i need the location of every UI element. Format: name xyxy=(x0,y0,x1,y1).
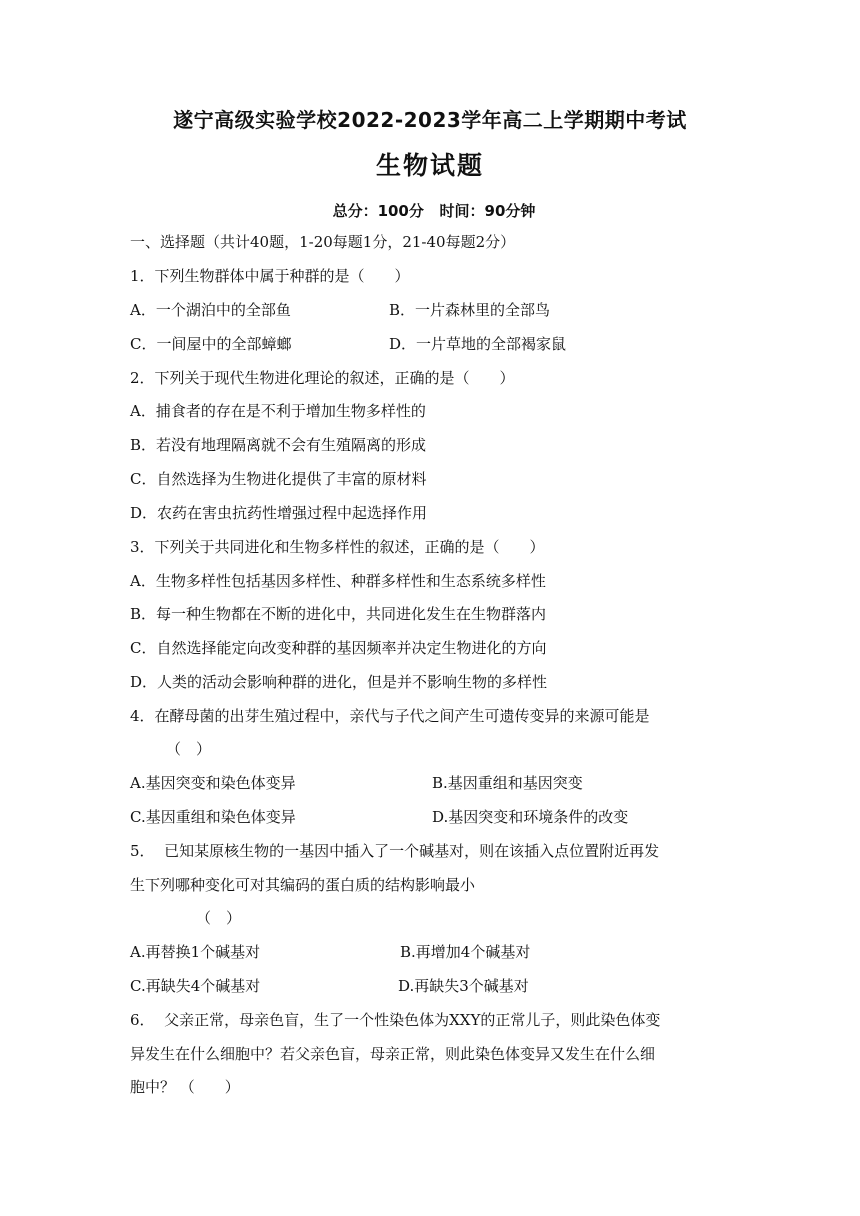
question-2-option-b: B．若没有地理隔离就不会有生殖隔离的形成 xyxy=(130,436,427,454)
question-5-option-a: A.再替换1个碱基对 xyxy=(130,943,261,961)
question-6-stem-cont: 异发生在什么细胞中？若父亲色盲，母亲正常，则此染色体变异又发生在什么细 xyxy=(130,1045,656,1063)
question-4-option-a: A.基因突变和染色体变异 xyxy=(130,774,296,792)
question-5-paren: （ ） xyxy=(196,909,242,927)
section-heading: 一、选择题（共计40题，1-20每题1分，21-40每题2分） xyxy=(130,233,516,251)
question-1-option-d: D．一片草地的全部褐家鼠 xyxy=(389,335,567,353)
question-1-option-c: C．一间屋中的全部蟑螂 xyxy=(130,335,292,353)
question-4-option-d: D.基因突变和环境条件的改变 xyxy=(432,808,629,826)
subject-title: 生物试题 xyxy=(375,151,484,180)
question-3-stem: 3．下列关于共同进化和生物多样性的叙述，正确的是（ ） xyxy=(130,538,545,556)
question-3-option-d: D．人类的活动会影响种群的进化，但是并不影响生物的多样性 xyxy=(130,673,548,691)
question-5-option-c: C.再缺失4个碱基对 xyxy=(130,977,261,995)
question-4-stem: 4．在酵母菌的出芽生殖过程中，亲代与子代之间产生可遗传变异的来源可能是 xyxy=(130,707,650,725)
question-2-option-c: C．自然选择为生物进化提供了丰富的原材料 xyxy=(130,470,427,488)
question-2-stem: 2．下列关于现代生物进化理论的叙述，正确的是（ ） xyxy=(130,369,515,387)
question-6-stem-cont2: 胞中？ （ ） xyxy=(130,1078,240,1096)
question-3-option-b: B．每一种生物都在不断的进化中，共同进化发生在生物群落内 xyxy=(130,605,547,623)
question-1-stem: 1．下列生物群体中属于种群的是（ ） xyxy=(130,267,410,285)
score-time: 总分：100分 时间：90分钟 xyxy=(332,202,536,220)
question-2-option-a: A．捕食者的存在是不利于增加生物多样性的 xyxy=(130,402,426,420)
question-6-stem: 6． 父亲正常，母亲色盲，生了一个性染色体为XXY的正常儿子，则此染色体变 xyxy=(130,1011,661,1029)
question-1-option-b: B．一片森林里的全部鸟 xyxy=(389,301,551,319)
question-3-option-a: A．生物多样性包括基因多样性、种群多样性和生态系统多样性 xyxy=(130,572,546,590)
exam-title: 遂宁高级实验学校2022-2023学年高二上学期期中考试 xyxy=(173,108,687,132)
question-5-stem: 5． 已知某原核生物的一基因中插入了一个碱基对，则在该插入点位置附近再发 xyxy=(130,842,660,860)
question-2-option-d: D．农药在害虫抗药性增强过程中起选择作用 xyxy=(130,504,428,522)
question-5-stem-cont: 生下列哪种变化可对其编码的蛋白质的结构影响最小 xyxy=(130,876,476,894)
question-4-paren: （ ） xyxy=(166,740,212,758)
question-4-option-b: B.基因重组和基因突变 xyxy=(432,774,583,792)
question-1-option-a: A．一个湖泊中的全部鱼 xyxy=(130,301,291,319)
question-5-option-d: D.再缺失3个碱基对 xyxy=(398,977,529,995)
question-3-option-c: C．自然选择能定向改变种群的基因频率并决定生物进化的方向 xyxy=(130,639,547,657)
question-5-option-b: B.再增加4个碱基对 xyxy=(400,943,531,961)
question-4-option-c: C.基因重组和染色体变异 xyxy=(130,808,296,826)
